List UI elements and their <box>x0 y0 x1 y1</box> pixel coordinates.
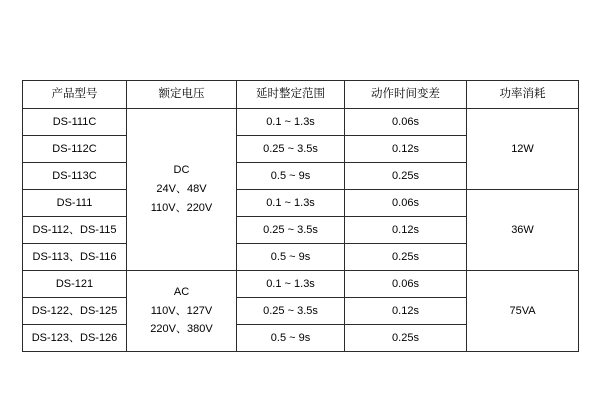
cell-deviation: 0.25s <box>345 163 467 190</box>
specification-table-container <box>22 80 578 352</box>
cell-range: 0.5 ~ 9s <box>237 244 345 271</box>
cell-voltage-dc <box>127 109 237 271</box>
cell-range: 0.1 ~ 1.3s <box>237 109 345 136</box>
cell-power: 75VA <box>467 271 579 352</box>
cell-model: DS-111C <box>23 109 127 136</box>
cell-model: DS-111 <box>23 190 127 217</box>
cell-voltage-ac <box>127 271 237 352</box>
cell-deviation: 0.12s <box>345 217 467 244</box>
specification-table <box>22 80 579 352</box>
cell-deviation: 0.12s <box>345 298 467 325</box>
cell-model: DS-113、DS-116 <box>23 244 127 271</box>
cell-range: 0.1 ~ 1.3s <box>237 271 345 298</box>
column-header-range: 延时整定范围 <box>237 81 345 109</box>
voltage-line-2: 110V、127V <box>150 304 213 317</box>
table-row <box>23 271 579 298</box>
cell-range: 0.5 ~ 9s <box>237 163 345 190</box>
column-header-voltage: 额定电压 <box>127 81 237 109</box>
cell-range: 0.5 ~ 9s <box>237 325 345 352</box>
cell-range: 0.25 ~ 3.5s <box>237 136 345 163</box>
cell-deviation: 0.25s <box>345 244 467 271</box>
voltage-line-1: AC <box>173 285 190 298</box>
column-header-deviation: 动作时间变差 <box>345 81 467 109</box>
cell-range: 0.25 ~ 3.5s <box>237 217 345 244</box>
column-header-power: 功率消耗 <box>467 81 579 109</box>
cell-range: 0.1 ~ 1.3s <box>237 190 345 217</box>
cell-model: DS-123、DS-126 <box>23 325 127 352</box>
cell-model: DS-121 <box>23 271 127 298</box>
cell-range: 0.25 ~ 3.5s <box>237 298 345 325</box>
column-header-model: 产品型号 <box>23 81 127 109</box>
voltage-line-1: DC <box>173 164 190 177</box>
cell-deviation: 0.06s <box>345 109 467 136</box>
cell-deviation: 0.06s <box>345 271 467 298</box>
cell-model: DS-113C <box>23 163 127 190</box>
table-row <box>23 109 579 136</box>
cell-model: DS-112C <box>23 136 127 163</box>
cell-deviation: 0.25s <box>345 325 467 352</box>
cell-model: DS-112、DS-115 <box>23 217 127 244</box>
table-header-row <box>23 81 579 109</box>
voltage-line-3: 110V、220V <box>150 201 213 214</box>
cell-power: 36W <box>467 190 579 271</box>
table-row <box>23 190 579 217</box>
cell-power: 12W <box>467 109 579 190</box>
cell-deviation: 0.06s <box>345 190 467 217</box>
voltage-line-3: 220V、380V <box>150 323 213 336</box>
voltage-line-2: 24V、48V <box>156 183 207 196</box>
cell-model: DS-122、DS-125 <box>23 298 127 325</box>
cell-deviation: 0.12s <box>345 136 467 163</box>
